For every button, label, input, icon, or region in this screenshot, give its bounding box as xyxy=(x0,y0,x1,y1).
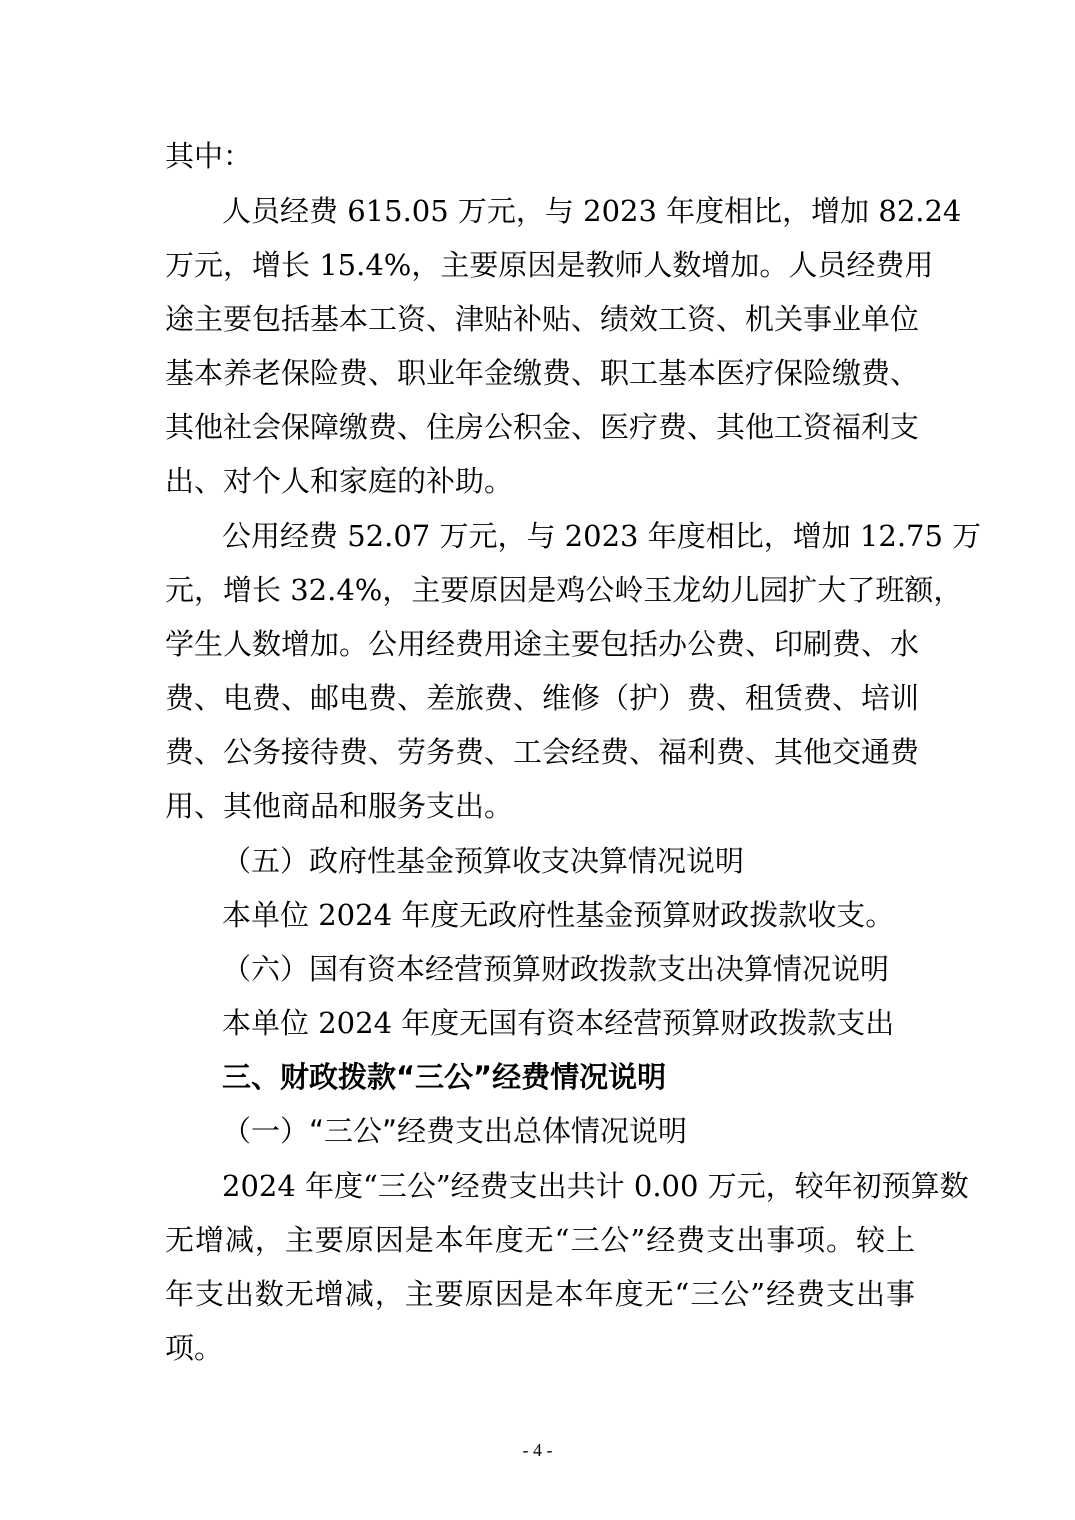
paragraph-line: 途主要包括基本工资、津贴补贴、绩效工资、机关事业单位 xyxy=(165,302,920,336)
paragraph-line: 本单位 2024 年度无政府性基金预算财政拨款收支。 xyxy=(222,898,895,932)
section-heading: （五）政府性基金预算收支决算情况说明 xyxy=(222,844,745,878)
paragraph-line: 其他社会保障缴费、住房公积金、医疗费、其他工资福利支 xyxy=(165,410,920,444)
page-number: - 4 - xyxy=(522,1440,553,1460)
paragraph-line: 本单位 2024 年度无国有资本经营预算财政拨款支出 xyxy=(222,1006,895,1040)
chapter-heading: 三、财政拨款“三公”经费情况说明 xyxy=(222,1060,667,1094)
paragraph-line: 无增减，主要原因是本年度无“三公”经费支出事项。较上 xyxy=(165,1223,915,1257)
section-heading: （六）国有资本经营预算财政拨款支出决算情况说明 xyxy=(222,952,890,986)
section-heading: （一）“三公”经费支出总体情况说明 xyxy=(222,1114,688,1148)
paragraph-line: 公用经费 52.07 万元，与 2023 年度相比，增加 12.75 万 xyxy=(222,519,982,553)
paragraph-line: 基本养老保险费、职业年金缴费、职工基本医疗保险缴费、 xyxy=(165,356,920,390)
paragraph-line: 学生人数增加。公用经费用途主要包括办公费、印刷费、水 xyxy=(165,627,920,661)
paragraph-line: 2024 年度“三公”经费支出共计 0.00 万元，较年初预算数 xyxy=(222,1169,969,1203)
paragraph-line: 出、对个人和家庭的补助。 xyxy=(165,464,514,498)
paragraph-line: 费、公务接待费、劳务费、工会经费、福利费、其他交通费 xyxy=(165,735,920,769)
paragraph-line: 万元，增长 15.4%，主要原因是教师人数增加。人员经费用 xyxy=(165,248,934,282)
paragraph-line: 其中： xyxy=(165,139,253,173)
paragraph-line: 年支出数无增减，主要原因是本年度无“三公”经费支出事 xyxy=(165,1277,915,1311)
paragraph-line: 费、电费、邮电费、差旅费、维修（护）费、租赁费、培训 xyxy=(165,681,920,715)
paragraph-line: 项。 xyxy=(165,1331,224,1365)
paragraph-line: 用、其他商品和服务支出。 xyxy=(165,789,514,823)
paragraph-line: 元，增长 32.4%，主要原因是鸡公岭玉龙幼儿园扩大了班额， xyxy=(165,573,963,607)
paragraph-line: 人员经费 615.05 万元，与 2023 年度相比，增加 82.24 xyxy=(222,194,962,228)
